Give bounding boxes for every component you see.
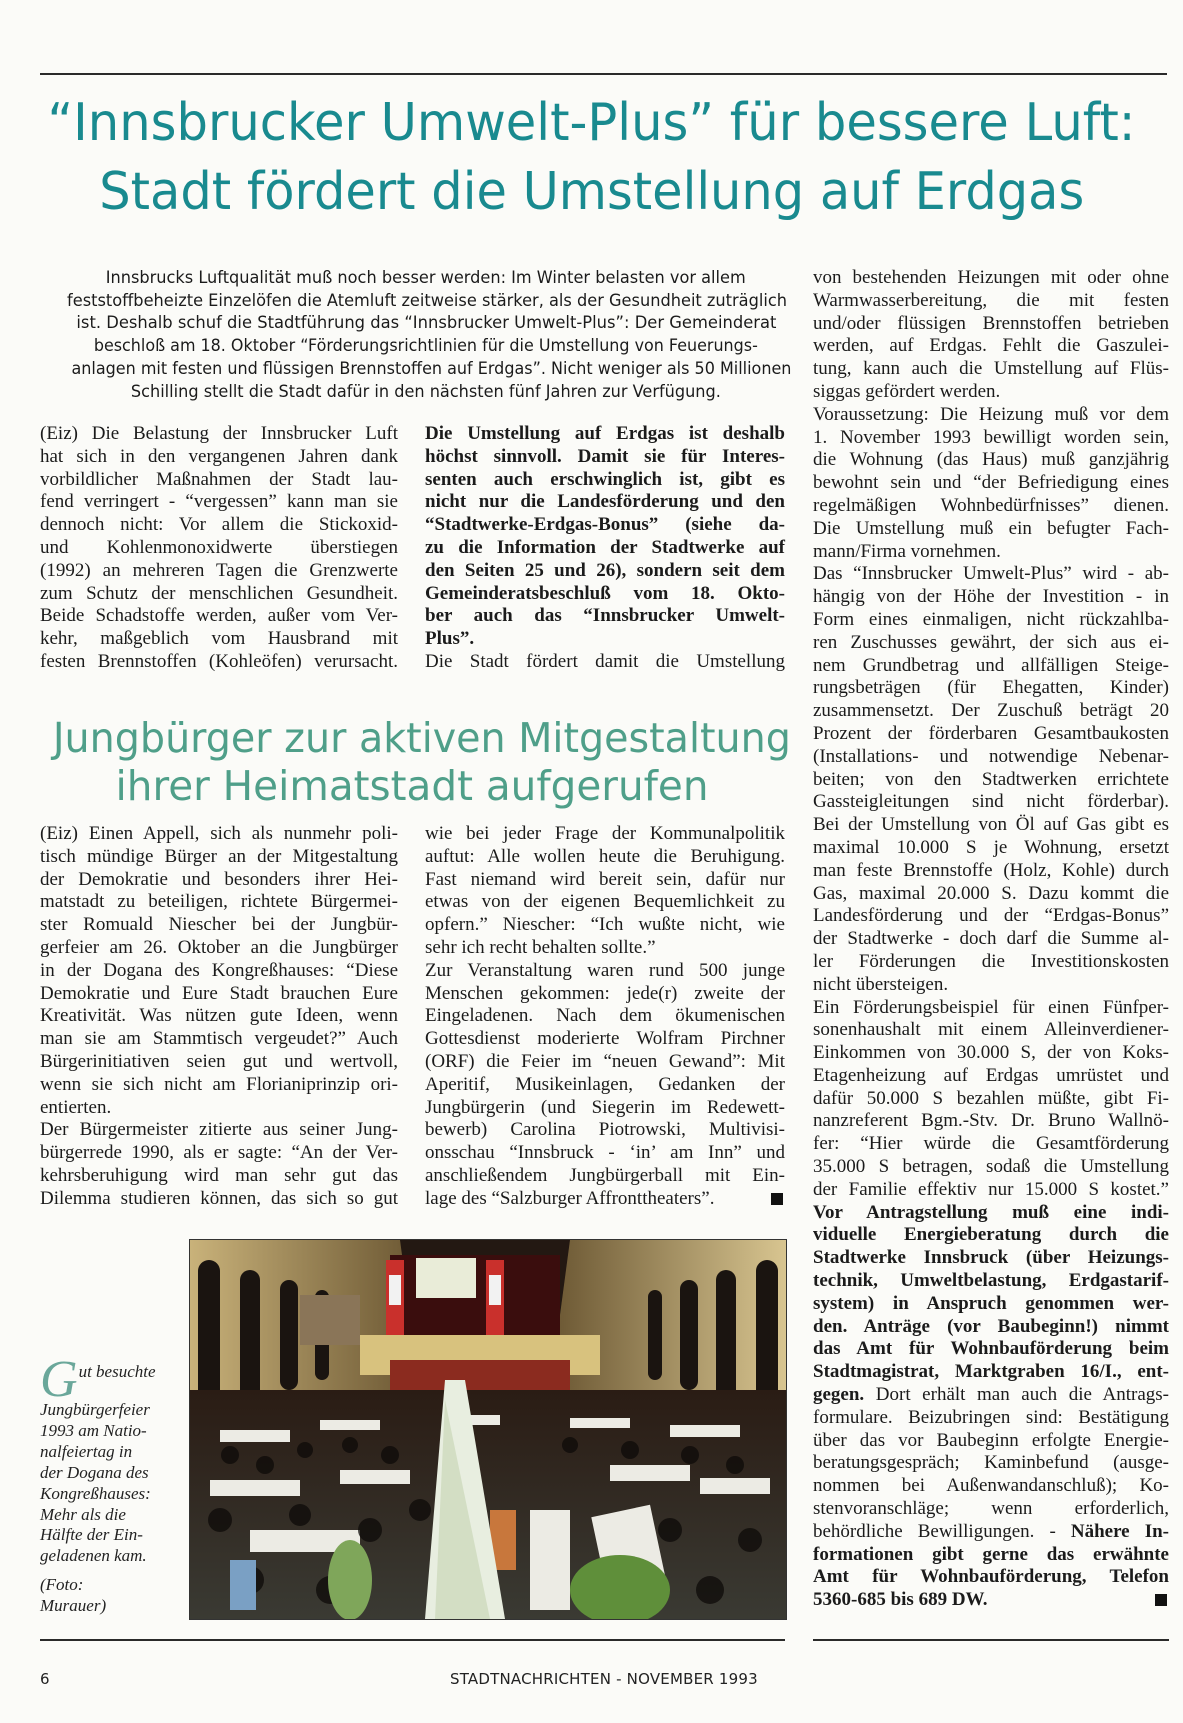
headline-text: Jungbürger zur aktiven Mitgestaltung bbox=[52, 714, 791, 762]
text: und Kohlenmonoxidwerte überstiegen bbox=[40, 536, 398, 558]
text-line bbox=[813, 769, 1169, 792]
text-line bbox=[425, 560, 785, 583]
text: von bestehenden Heizungen mit oder ohne bbox=[813, 267, 1169, 288]
text-line bbox=[813, 495, 1169, 518]
text-line bbox=[813, 655, 1169, 678]
text: formulare. Beizubringen sind: Bestätigung bbox=[813, 1406, 1169, 1428]
text: und/oder flüssigen Brennstoffen betrieben bbox=[813, 312, 1169, 334]
bold-text: gegen. bbox=[813, 1384, 865, 1406]
text-line bbox=[425, 537, 785, 560]
text: ster Romuald Niescher bei der Jungbür- bbox=[40, 914, 398, 936]
caption-line: Kongreßhauses: bbox=[40, 1483, 151, 1503]
text: Beide Schadstoffe werden, außer vom Ver- bbox=[40, 605, 398, 627]
text: (1992) an mehreren Tagen die Grenzwerte bbox=[40, 559, 398, 581]
text: hat sich in den vergangenen Jahren dank bbox=[40, 445, 398, 467]
second-headline-line1 bbox=[40, 713, 791, 763]
text-line bbox=[813, 563, 1169, 586]
text: beiten; von den Stadtwerken errichtete bbox=[813, 768, 1169, 790]
text-line bbox=[425, 983, 785, 1006]
bold-text: ber auch das “Innsbrucker Umwelt- bbox=[425, 605, 785, 627]
text: bewohnt sein und “der Befriedigung eines bbox=[813, 472, 1169, 494]
text-line bbox=[40, 891, 398, 914]
text-line bbox=[425, 823, 785, 846]
text-line bbox=[813, 723, 1169, 746]
bottom-rule-left bbox=[40, 1639, 785, 1641]
text-line bbox=[425, 1074, 785, 1097]
caption-line: ut besuchte bbox=[78, 1362, 156, 1381]
text: etwas von der eigenen Bequemlichkeit zu bbox=[425, 891, 785, 913]
text: Zur Veranstaltung waren rund 500 junge bbox=[425, 959, 785, 981]
text-line bbox=[813, 1293, 1169, 1316]
bold-text: formationen gibt gerne das erwähnte bbox=[813, 1543, 1169, 1565]
text-line bbox=[813, 609, 1169, 632]
text-line bbox=[425, 514, 785, 537]
text: Das “Innsbrucker Umwelt-Plus” wird - ab- bbox=[813, 563, 1169, 585]
text: hängig von der Höhe der Investition - in bbox=[813, 586, 1169, 608]
text: 35.000 S betragen, sodaß die Umstellung bbox=[813, 1156, 1169, 1178]
text-line bbox=[40, 1074, 398, 1097]
text-line bbox=[813, 335, 1169, 358]
text-line bbox=[40, 1165, 398, 1188]
text: nicht übersteigen. bbox=[813, 973, 949, 995]
text-line bbox=[425, 1119, 785, 1142]
bold-text: das Amt für Wohnbauförderung beim bbox=[813, 1338, 1169, 1360]
text-line bbox=[813, 358, 1169, 381]
text: ren Zuschusses gewährt, der sich aus ei- bbox=[813, 631, 1169, 653]
text-line bbox=[813, 677, 1169, 700]
text: Bürgerinitiativen seien gut und wertvoll, bbox=[40, 1050, 398, 1072]
text: matstadt zu beteiligen, richtete Bürgermei- bbox=[40, 891, 398, 913]
bold-text: Amt für Wohnbauförderung, Telefon bbox=[813, 1566, 1169, 1588]
text-line bbox=[813, 1475, 1169, 1498]
text-line bbox=[813, 837, 1169, 860]
text-line bbox=[40, 869, 398, 892]
text-line bbox=[425, 891, 785, 914]
text-line bbox=[813, 427, 1169, 450]
text: beratungsgespräch; Kaminbefund (ausge- bbox=[813, 1452, 1169, 1474]
text: Prozent der förderbaren Gesamtbaukosten bbox=[813, 722, 1169, 744]
text: behördliche Bewilligungen. - bbox=[813, 1520, 1071, 1542]
caption-line: Mehr als die bbox=[40, 1504, 126, 1524]
text-line bbox=[425, 846, 785, 869]
bold-text: viduelle Energieberatung durch die bbox=[813, 1224, 1169, 1246]
article1-column3 bbox=[813, 267, 1169, 1612]
text: Form eines einmaligen, nicht rückzahlba- bbox=[813, 608, 1169, 630]
text: dafür 50.000 S bezahlen müßte, gibt Fi- bbox=[813, 1087, 1169, 1109]
text: der Demokratie und besonders ihrer Hei- bbox=[40, 868, 398, 890]
text: auftut: Alle wollen heute die Beruhigung. bbox=[425, 845, 785, 867]
text-line bbox=[813, 1316, 1169, 1339]
article2-column1 bbox=[40, 823, 398, 1211]
text-line bbox=[425, 446, 785, 469]
text-line bbox=[40, 1119, 398, 1142]
text-line bbox=[813, 381, 1169, 404]
text-line bbox=[813, 1224, 1169, 1247]
text-line bbox=[40, 651, 398, 674]
second-headline-line2 bbox=[40, 761, 785, 811]
text-line bbox=[40, 560, 398, 583]
text-line bbox=[813, 1338, 1169, 1361]
text-line bbox=[813, 974, 1169, 997]
text: maximal 10.000 S je Wohnung, ersetzt bbox=[813, 836, 1169, 858]
text-line bbox=[813, 928, 1169, 951]
photo-caption bbox=[40, 1351, 170, 1617]
text: Etagenheizung auf Erdgas umrüstet und bbox=[813, 1064, 1169, 1086]
caption-line: 1993 am Natio- bbox=[40, 1420, 147, 1440]
text-line bbox=[813, 1361, 1169, 1384]
text-line bbox=[813, 1156, 1169, 1179]
text-line bbox=[425, 869, 785, 892]
text-line bbox=[425, 960, 785, 983]
text: kehr, maßgeblich vom Hausbrand mit bbox=[40, 628, 398, 650]
text-line bbox=[813, 1065, 1169, 1088]
text-line bbox=[425, 651, 785, 674]
text-line bbox=[813, 1179, 1169, 1202]
text-line bbox=[813, 860, 1169, 883]
publication-footer: STADTNACHRICHTEN - NOVEMBER 1993 bbox=[450, 1670, 758, 1688]
text-line bbox=[40, 1097, 398, 1120]
photo-credit: (Foto: bbox=[40, 1575, 84, 1595]
text: Aperitif, Musikeinlagen, Gedanken der bbox=[425, 1073, 785, 1095]
bold-text: höchst sinnvoll. Damit sie für Interes- bbox=[425, 445, 785, 467]
text: Ein Förderungsbeispiel für einen Fünfper- bbox=[813, 996, 1169, 1018]
text: Voraussetzung: Die Heizung muß vor dem bbox=[813, 403, 1169, 425]
text-line bbox=[813, 1407, 1169, 1430]
text-line bbox=[813, 1133, 1169, 1156]
text-line bbox=[813, 1088, 1169, 1111]
text: (Eiz) Einen Appell, sich als nunmehr poli- bbox=[40, 823, 398, 844]
text: mann/Firma vornehmen. bbox=[813, 540, 1001, 562]
caption-line: nalfeiertag in bbox=[40, 1441, 133, 1461]
text: zusammensetzt. Der Zuschuß beträgt 20 bbox=[813, 700, 1169, 722]
text: man feste Brennstoffe (Holz, Kohle) durch bbox=[813, 859, 1169, 881]
text-line bbox=[40, 823, 398, 846]
article2-column2 bbox=[425, 823, 785, 1211]
article1-column1 bbox=[40, 423, 398, 674]
text: wenn sie sich nicht am Florianiprinzip ori- bbox=[40, 1073, 398, 1095]
text-line bbox=[813, 997, 1169, 1020]
text-line bbox=[425, 583, 785, 606]
text-line bbox=[813, 1521, 1169, 1544]
text-line bbox=[40, 423, 398, 446]
text: rungsbeträgen (für Ehegatten, Kinder) bbox=[813, 677, 1169, 699]
text-line bbox=[813, 1270, 1169, 1293]
intro-line: feststoffbeheizte Einzelöfen die Atemluft zeitweise stärker, als der Gesundheit zuträglich bbox=[67, 290, 788, 310]
text: Einkommen von 30.000 S, der von Koks- bbox=[813, 1042, 1169, 1064]
text-line bbox=[40, 469, 398, 492]
text-line bbox=[425, 1028, 785, 1051]
text-line bbox=[813, 791, 1169, 814]
text-line bbox=[425, 605, 785, 628]
text-line bbox=[40, 491, 398, 514]
text-line bbox=[813, 586, 1169, 609]
text: man sie am Stammtisch vergeudet?” Auch bbox=[40, 1028, 398, 1050]
text: Dort erhält man auch die Antrags- bbox=[864, 1384, 1169, 1406]
text: ler Förderungen die Investitionskosten bbox=[813, 950, 1169, 972]
text: Menschen gekommen: jede(r) zweite der bbox=[425, 982, 785, 1004]
text-line bbox=[425, 423, 785, 446]
end-of-article-square-icon bbox=[1155, 1594, 1167, 1606]
text-line bbox=[40, 960, 398, 983]
text-line bbox=[425, 1165, 785, 1188]
headline-text: ihrer Heimatstadt aufgerufen bbox=[115, 762, 709, 810]
bold-text: nicht nur die Landesförderung und den bbox=[425, 491, 785, 513]
caption-dropcap: G bbox=[40, 1351, 78, 1408]
bottom-rule-right bbox=[813, 1639, 1169, 1641]
text: fend verringert - “vergessen” kann man sie bbox=[40, 491, 398, 513]
text-line bbox=[813, 1042, 1169, 1065]
text-line bbox=[40, 1005, 398, 1028]
main-headline-line2 bbox=[0, 160, 1183, 224]
text-line bbox=[40, 514, 398, 537]
text: Warmwasserbereitung, die mit festen bbox=[813, 289, 1169, 311]
text: Bei der Umstellung von Öl auf Gas gibt es bbox=[813, 814, 1169, 836]
text: über das vor Baubeginn erfolgte Energie- bbox=[813, 1429, 1169, 1451]
text-line bbox=[813, 814, 1169, 837]
bold-text: senten auch erschwinglich ist, gibt es bbox=[425, 468, 785, 490]
text: die Wohnung (das Haus) muß ganzjährig bbox=[813, 449, 1169, 471]
text-line bbox=[813, 905, 1169, 928]
text-line bbox=[813, 1498, 1169, 1521]
bold-text: den Seiten 25 und 26), sondern seit dem bbox=[425, 559, 785, 581]
text-line bbox=[40, 628, 398, 651]
bold-text: technik, Umweltbelastung, Erdgastarif- bbox=[813, 1270, 1169, 1292]
bold-text: 5360-685 bis 689 DW. bbox=[813, 1589, 988, 1611]
text-line bbox=[813, 267, 1169, 290]
text-line bbox=[813, 632, 1169, 655]
text: nem Grundbetrag und allfälligen Steige- bbox=[813, 654, 1169, 676]
bold-text: den. Anträge (vor Baubeginn!) nimmt bbox=[813, 1315, 1169, 1337]
text-line bbox=[425, 628, 785, 651]
text: Fast niemand wird bereit sein, dafür nur bbox=[425, 868, 785, 890]
text-line bbox=[813, 1202, 1169, 1225]
text-line bbox=[425, 1142, 785, 1165]
bold-text: Vor Antragstellung muß eine indi- bbox=[813, 1201, 1169, 1223]
text-line bbox=[40, 846, 398, 869]
bold-text: Stadtwerke Innsbruck (über Heizungs- bbox=[813, 1247, 1169, 1269]
text: Gassteigleitungen sind nicht förderbar). bbox=[813, 791, 1169, 813]
text-line bbox=[813, 951, 1169, 974]
text: Die Umstellung muß ein befugter Fach- bbox=[813, 517, 1169, 539]
text-line bbox=[813, 1544, 1169, 1567]
text: Gottesdienst moderierte Wolfram Pirchner bbox=[425, 1028, 785, 1050]
intro-line: Innsbrucks Luftqualität muß noch besser werden: Im Winter belasten vor allem bbox=[105, 268, 747, 287]
text: siggas gefördert werden. bbox=[813, 380, 1001, 402]
text-line bbox=[425, 1005, 785, 1028]
end-of-article-square-icon bbox=[771, 1193, 783, 1205]
intro-line: beschloß am 18. Oktober “Förderungsrichtlinien für die Umstellung von Feuerungs- bbox=[93, 336, 759, 356]
text-line bbox=[813, 1384, 1169, 1407]
photo-credit: Murauer) bbox=[40, 1596, 107, 1616]
text-line bbox=[813, 1019, 1169, 1042]
text-line bbox=[425, 491, 785, 514]
text: (Eiz) Die Belastung der Innsbrucker Luft bbox=[40, 423, 398, 444]
text: 1. November 1993 bewilligt worden sein, bbox=[813, 426, 1169, 448]
bold-text: “Stadtwerke-Erdgas-Bonus” (siehe da- bbox=[425, 514, 785, 536]
text: Gas, maximal 20.000 S. Dazu kommt die bbox=[813, 882, 1169, 904]
event-photo bbox=[189, 1239, 787, 1620]
main-headline-line1 bbox=[0, 91, 1183, 155]
text-line bbox=[40, 914, 398, 937]
bold-text: Nähere In- bbox=[1070, 1520, 1169, 1542]
text-line bbox=[40, 605, 398, 628]
text: vorbildlicher Maßnahmen der Stadt lau- bbox=[40, 468, 398, 490]
text: werden, auf Erdgas. Fehlt die Gaszulei- bbox=[813, 335, 1169, 357]
headline-text: “Innsbrucker Umwelt-Plus” für bessere Luft: bbox=[47, 93, 1136, 153]
bold-text: Stadtmagistrat, Marktgraben 16/I., ent- bbox=[813, 1361, 1169, 1383]
text-line bbox=[813, 290, 1169, 313]
text-line bbox=[40, 446, 398, 469]
text: onsschau “Innsbruck - ‘in’ am Inn” und bbox=[425, 1142, 785, 1164]
text-line bbox=[813, 313, 1169, 336]
text-line bbox=[425, 1188, 785, 1211]
bold-text: system) in Anspruch genommen wer- bbox=[813, 1292, 1169, 1314]
bold-text: zu die Information der Stadtwerke auf bbox=[425, 536, 785, 558]
text: Demokratie und Eure Stadt brauchen Eure bbox=[40, 982, 398, 1004]
text-line bbox=[813, 1247, 1169, 1270]
page-number: 6 bbox=[40, 1670, 50, 1688]
text: kehrsberuhigung wird man sehr gut das bbox=[40, 1164, 398, 1186]
caption-line: geladenen kam. bbox=[40, 1546, 147, 1566]
text-line bbox=[813, 472, 1169, 495]
text: tung, kann auch die Umstellung auf Flüs- bbox=[813, 358, 1169, 380]
bold-text: Gemeinderatsbeschluß vom 18. Okto- bbox=[425, 582, 785, 604]
text: der Familie effektiv nur 15.000 S kostet.” bbox=[813, 1178, 1169, 1200]
text: Der Bürgermeister zitierte aus seiner Jung- bbox=[40, 1119, 398, 1141]
text: Jungbürgerin (und Siegerin im Redewett- bbox=[425, 1096, 785, 1118]
text: festen Brennstoffen (Kohleöfen) verursacht. bbox=[40, 650, 398, 672]
text-line bbox=[813, 700, 1169, 723]
text: stenvoranschläge; wenn erforderlich, bbox=[813, 1498, 1169, 1520]
text: bürgerrede 1990, als er sagte: “An der Ver- bbox=[40, 1142, 398, 1164]
text: regelmäßigen Wohnbedürfnisses” dienen. bbox=[813, 494, 1169, 516]
text-line bbox=[813, 404, 1169, 427]
top-rule bbox=[40, 73, 1167, 75]
text-line bbox=[813, 449, 1169, 472]
text: (Installations- und notwendige Nebenar- bbox=[813, 745, 1169, 767]
text-line bbox=[813, 518, 1169, 541]
intro-line: ist. Deshalb schuf die Stadtführung das “Innsbrucker Umwelt-Plus”: Der Gemeinderat bbox=[75, 313, 777, 333]
text-line bbox=[425, 914, 785, 937]
bold-text: Die Umstellung auf Erdgas ist deshalb bbox=[425, 423, 785, 444]
text-line bbox=[813, 883, 1169, 906]
text-line bbox=[813, 1430, 1169, 1453]
bold-text: Plus”. bbox=[425, 628, 475, 650]
text: sonenhaushalt mit einem Alleinverdiener- bbox=[813, 1019, 1169, 1041]
text-line bbox=[425, 937, 785, 960]
text: Landesförderung und der “Erdgas-Bonus” bbox=[813, 905, 1169, 927]
text: Kreativität. Was nützen gute Ideen, wenn bbox=[40, 1005, 398, 1027]
text: Die Stadt fördert damit die Umstellung bbox=[425, 650, 785, 672]
text-line bbox=[813, 1566, 1169, 1589]
hall-crowd-image bbox=[190, 1240, 786, 1619]
text-line bbox=[40, 537, 398, 560]
headline-text: Stadt fördert die Umstellung auf Erdgas bbox=[99, 162, 1084, 222]
text-line bbox=[40, 983, 398, 1006]
text-line bbox=[813, 746, 1169, 769]
text: Eingeladenen. Nach dem ökumenischen bbox=[425, 1005, 785, 1027]
text: der Stadtwerke - doch darf die Summe al- bbox=[813, 928, 1169, 950]
text: tisch mündige Bürger an der Mitgestaltung bbox=[40, 845, 398, 867]
caption-line: Jungbürgerfeier bbox=[40, 1400, 150, 1419]
text-line bbox=[425, 469, 785, 492]
text-line bbox=[425, 1097, 785, 1120]
text: nanzreferent Bgm.-Stv. Dr. Bruno Wallnö- bbox=[813, 1110, 1169, 1132]
text: Dilemma studieren können, das sich so gut bbox=[40, 1187, 398, 1209]
text-line bbox=[813, 1452, 1169, 1475]
article1-column2 bbox=[425, 423, 785, 674]
text: lage des “Salzburger Affronttheaters”. bbox=[425, 1187, 715, 1209]
text: bewerb) Carolina Piotrowski, Multivisi- bbox=[425, 1119, 785, 1141]
intro-line: anlagen mit festen und flüssigen Brennstoffen auf Erdgas”. Nicht weniger als 50 Millionen bbox=[71, 358, 792, 378]
text: nommen bei Außenwandanschluß); Ko- bbox=[813, 1475, 1169, 1497]
text-line bbox=[40, 937, 398, 960]
text: wie bei jeder Frage der Kommunalpolitik bbox=[425, 823, 785, 844]
text-line bbox=[40, 1051, 398, 1074]
text-line bbox=[425, 1051, 785, 1074]
text-line bbox=[813, 1589, 1169, 1612]
text: opfern.” Niescher: “Ich wußte nicht, wie bbox=[425, 914, 785, 936]
text-line bbox=[40, 1028, 398, 1051]
text: in der Dogana des Kongreßhauses: “Diese bbox=[40, 959, 398, 981]
caption-line: der Dogana des bbox=[40, 1462, 149, 1482]
text-line bbox=[813, 541, 1169, 564]
intro-lead bbox=[60, 267, 792, 403]
text-line bbox=[40, 1142, 398, 1165]
text: anschließendem Jungbürgerball mit Ein- bbox=[425, 1164, 785, 1186]
text: gerfeier am 26. Oktober an die Jungbürger bbox=[40, 936, 398, 958]
text-line bbox=[40, 583, 398, 606]
caption-line: Hälfte der Ein- bbox=[40, 1525, 143, 1545]
text-line bbox=[40, 1188, 398, 1211]
text: zum Schutz der menschlichen Gesundheit. bbox=[40, 582, 398, 604]
text: fer: “Hier würde die Gesamtförderung bbox=[813, 1133, 1169, 1155]
text: sehr ich recht behalten sollte.” bbox=[425, 936, 656, 958]
intro-line: Schilling stellt die Stadt dafür in den nächsten fünf Jahren zur Verfügung. bbox=[130, 381, 722, 401]
text-line bbox=[813, 1110, 1169, 1133]
text: entierten. bbox=[40, 1096, 112, 1118]
text: (ORF) die Feier im “neuen Gewand”: Mit bbox=[425, 1050, 785, 1072]
text: dennoch nicht: Vor allem die Stickoxid- bbox=[40, 514, 398, 536]
